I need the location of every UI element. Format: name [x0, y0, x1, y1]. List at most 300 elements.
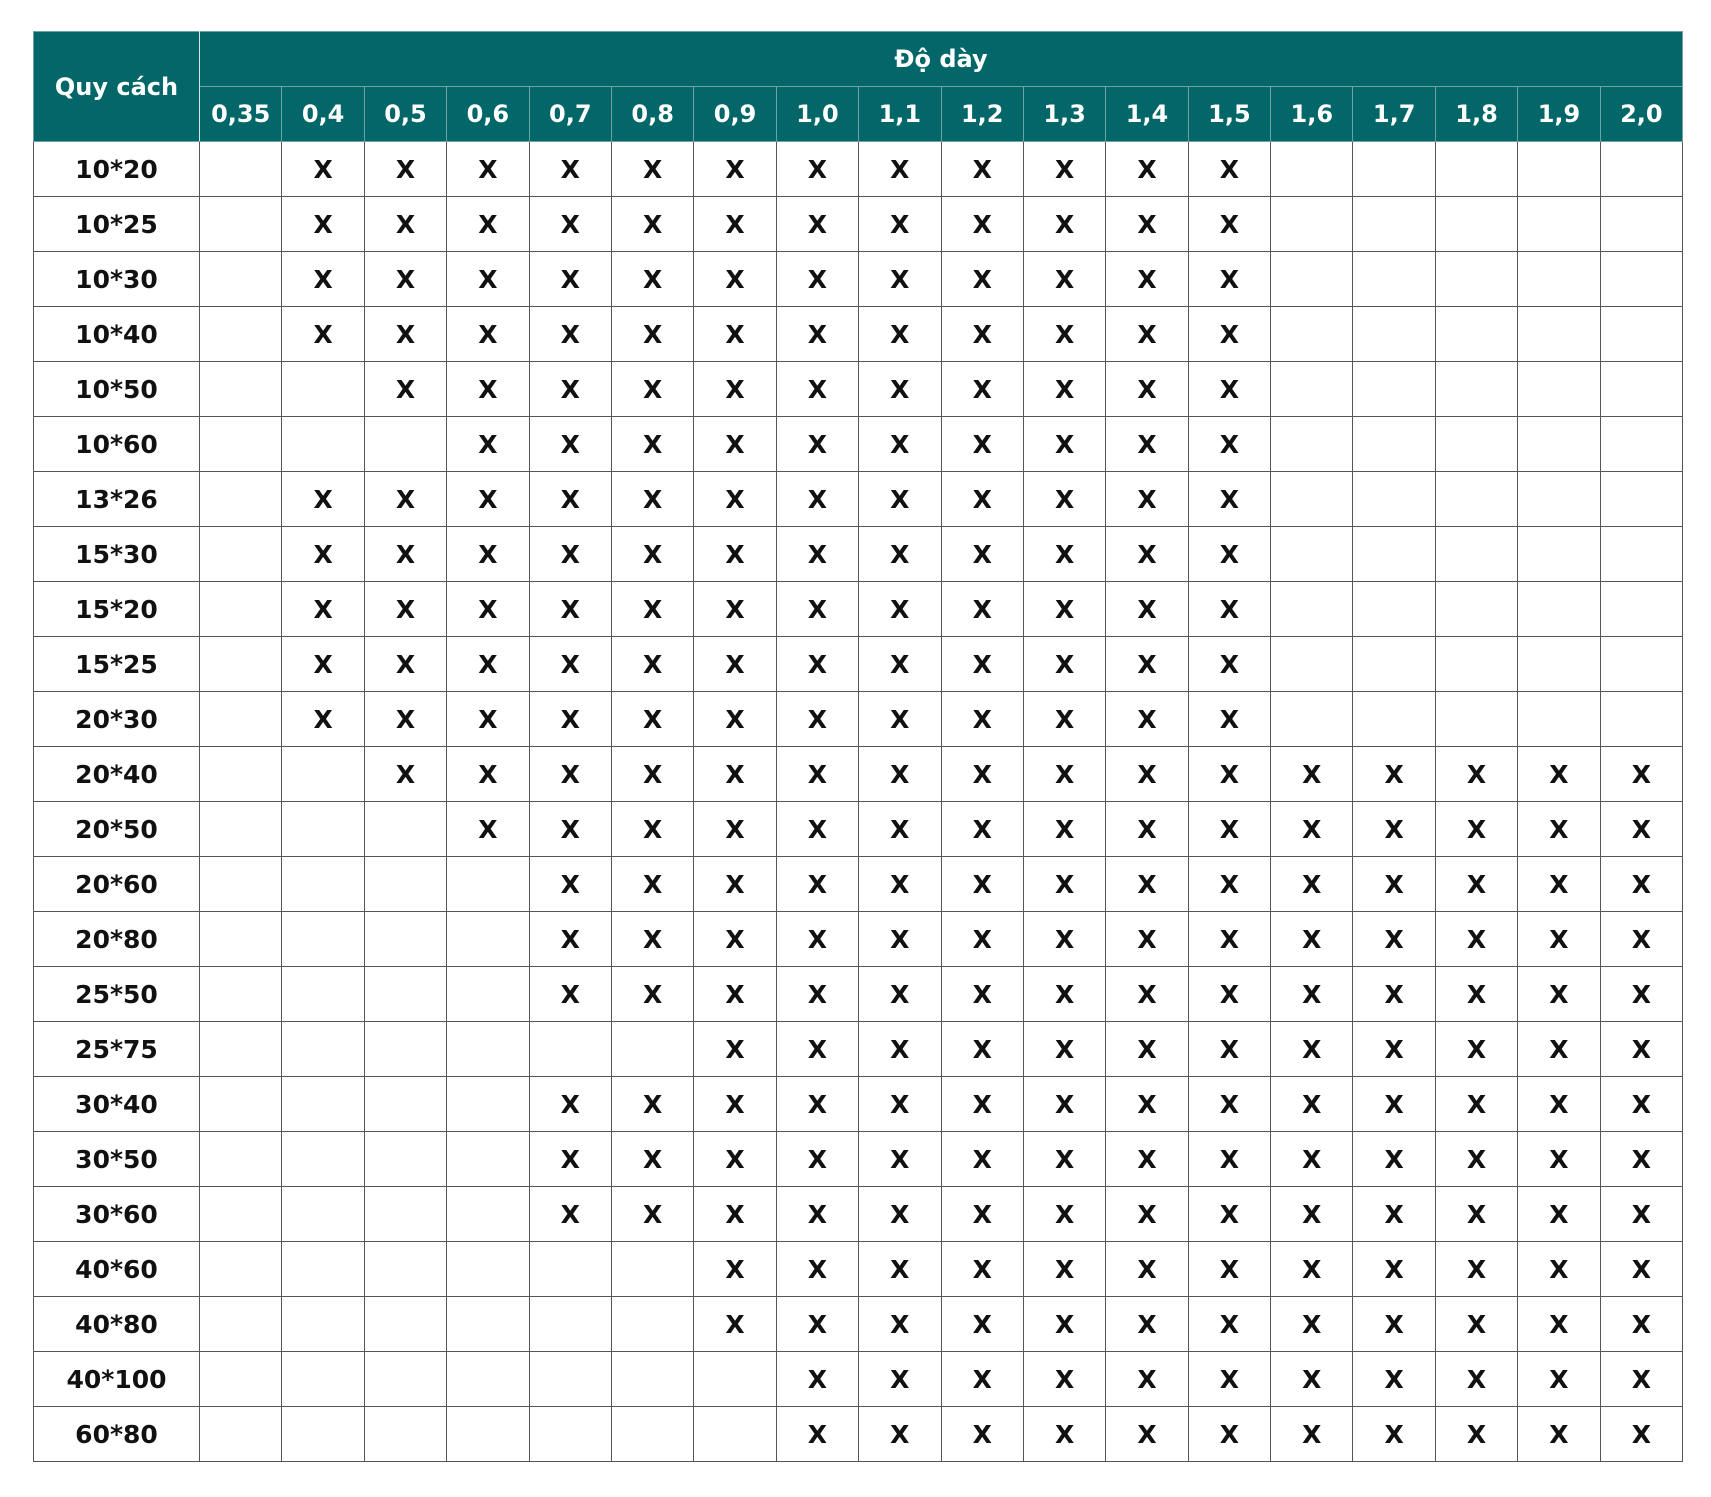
availability-mark-cell: X	[447, 527, 529, 582]
availability-mark-cell: X	[1353, 747, 1435, 802]
availability-mark-cell: X	[776, 857, 858, 912]
empty-cell	[1600, 362, 1682, 417]
empty-cell	[1353, 582, 1435, 637]
empty-cell	[529, 1022, 611, 1077]
empty-cell	[1353, 197, 1435, 252]
empty-cell	[364, 802, 446, 857]
availability-mark-cell: X	[694, 527, 776, 582]
availability-mark-cell: X	[1023, 362, 1105, 417]
availability-mark-cell: X	[529, 692, 611, 747]
empty-cell	[200, 1187, 282, 1242]
thickness-header-cell: 1,5	[1188, 87, 1270, 142]
spec-cell: 25*75	[34, 1022, 200, 1077]
availability-mark-cell: X	[859, 692, 941, 747]
spec-cell: 20*30	[34, 692, 200, 747]
availability-mark-cell: X	[941, 417, 1023, 472]
table-row	[34, 197, 1683, 252]
table-row	[34, 692, 1683, 747]
header-row-top	[34, 32, 1683, 87]
empty-cell	[200, 1132, 282, 1187]
thickness-header-cell: 0,8	[611, 87, 693, 142]
availability-mark-cell: X	[1188, 252, 1270, 307]
availability-mark-cell: X	[1435, 802, 1517, 857]
availability-mark-cell: X	[776, 692, 858, 747]
availability-mark-cell: X	[447, 252, 529, 307]
availability-mark-cell: X	[1023, 252, 1105, 307]
availability-mark-cell: X	[529, 307, 611, 362]
availability-mark-cell: X	[694, 142, 776, 197]
empty-cell	[1353, 472, 1435, 527]
availability-mark-cell: X	[1518, 1407, 1600, 1462]
spec-cell: 40*60	[34, 1242, 200, 1297]
empty-cell	[447, 1132, 529, 1187]
empty-cell	[1518, 472, 1600, 527]
empty-cell	[364, 1352, 446, 1407]
availability-mark-cell: X	[859, 142, 941, 197]
empty-cell	[282, 1242, 364, 1297]
availability-mark-cell: X	[776, 637, 858, 692]
availability-mark-cell: X	[1435, 1242, 1517, 1297]
table-row	[34, 142, 1683, 197]
availability-mark-cell: X	[529, 1132, 611, 1187]
empty-cell	[1435, 472, 1517, 527]
empty-cell	[1353, 692, 1435, 747]
availability-mark-cell: X	[282, 472, 364, 527]
availability-mark-cell: X	[282, 307, 364, 362]
spec-cell: 20*80	[34, 912, 200, 967]
empty-cell	[200, 692, 282, 747]
availability-mark-cell: X	[611, 472, 693, 527]
availability-mark-cell: X	[776, 527, 858, 582]
availability-mark-cell: X	[1518, 1352, 1600, 1407]
empty-cell	[447, 1407, 529, 1462]
availability-mark-cell: X	[941, 582, 1023, 637]
empty-cell	[364, 857, 446, 912]
availability-mark-cell: X	[941, 142, 1023, 197]
availability-mark-cell: X	[1600, 802, 1682, 857]
availability-mark-cell: X	[1353, 1242, 1435, 1297]
empty-cell	[1518, 637, 1600, 692]
availability-mark-cell: X	[694, 252, 776, 307]
availability-mark-cell: X	[776, 252, 858, 307]
availability-mark-cell: X	[694, 967, 776, 1022]
availability-mark-cell: X	[1106, 637, 1188, 692]
availability-mark-cell: X	[447, 692, 529, 747]
empty-cell	[200, 252, 282, 307]
thickness-header-cell: 0,6	[447, 87, 529, 142]
availability-mark-cell: X	[529, 252, 611, 307]
availability-mark-cell: X	[1518, 912, 1600, 967]
availability-mark-cell: X	[1188, 1352, 1270, 1407]
thickness-header-cell: 2,0	[1600, 87, 1682, 142]
availability-mark-cell: X	[776, 912, 858, 967]
availability-mark-cell: X	[694, 1132, 776, 1187]
empty-cell	[282, 362, 364, 417]
availability-mark-cell: X	[282, 252, 364, 307]
availability-mark-cell: X	[611, 142, 693, 197]
availability-mark-cell: X	[859, 197, 941, 252]
availability-mark-cell: X	[1188, 1187, 1270, 1242]
availability-mark-cell: X	[447, 307, 529, 362]
availability-mark-cell: X	[941, 1187, 1023, 1242]
availability-mark-cell: X	[1188, 912, 1270, 967]
empty-cell	[1271, 692, 1353, 747]
availability-mark-cell: X	[1518, 1242, 1600, 1297]
availability-mark-cell: X	[1353, 1352, 1435, 1407]
availability-mark-cell: X	[941, 1077, 1023, 1132]
availability-mark-cell: X	[364, 472, 446, 527]
empty-cell	[364, 967, 446, 1022]
availability-mark-cell: X	[776, 747, 858, 802]
availability-mark-cell: X	[529, 1077, 611, 1132]
empty-cell	[1271, 637, 1353, 692]
availability-mark-cell: X	[1023, 637, 1105, 692]
empty-cell	[282, 1132, 364, 1187]
availability-mark-cell: X	[1271, 1022, 1353, 1077]
availability-mark-cell: X	[1600, 1132, 1682, 1187]
spec-cell: 40*100	[34, 1352, 200, 1407]
availability-mark-cell: X	[859, 252, 941, 307]
availability-mark-cell: X	[776, 1132, 858, 1187]
availability-mark-cell: X	[1106, 1187, 1188, 1242]
availability-mark-cell: X	[941, 747, 1023, 802]
availability-mark-cell: X	[364, 197, 446, 252]
availability-mark-cell: X	[1435, 1352, 1517, 1407]
empty-cell	[1353, 362, 1435, 417]
availability-mark-cell: X	[941, 1407, 1023, 1462]
availability-mark-cell: X	[1271, 1077, 1353, 1132]
availability-mark-cell: X	[1271, 1297, 1353, 1352]
thickness-header-cell: 1,3	[1023, 87, 1105, 142]
availability-mark-cell: X	[1023, 1352, 1105, 1407]
empty-cell	[1353, 527, 1435, 582]
availability-mark-cell: X	[859, 637, 941, 692]
availability-mark-cell: X	[447, 472, 529, 527]
thickness-header-cell: 0,5	[364, 87, 446, 142]
availability-mark-cell: X	[1188, 802, 1270, 857]
availability-mark-cell: X	[1023, 527, 1105, 582]
thickness-header-cell: 1,8	[1435, 87, 1517, 142]
availability-mark-cell: X	[694, 637, 776, 692]
availability-mark-cell: X	[694, 1242, 776, 1297]
spec-cell: 10*60	[34, 417, 200, 472]
availability-mark-cell: X	[1106, 197, 1188, 252]
empty-cell	[1600, 472, 1682, 527]
empty-cell	[200, 1022, 282, 1077]
availability-mark-cell: X	[611, 307, 693, 362]
empty-cell	[282, 417, 364, 472]
availability-mark-cell: X	[529, 1187, 611, 1242]
availability-mark-cell: X	[1271, 747, 1353, 802]
empty-cell	[1435, 142, 1517, 197]
empty-cell	[1600, 142, 1682, 197]
availability-mark-cell: X	[1518, 857, 1600, 912]
empty-cell	[1600, 582, 1682, 637]
availability-mark-cell: X	[859, 967, 941, 1022]
empty-cell	[611, 1407, 693, 1462]
empty-cell	[1518, 307, 1600, 362]
empty-cell	[282, 1077, 364, 1132]
availability-mark-cell: X	[282, 582, 364, 637]
empty-cell	[282, 967, 364, 1022]
availability-mark-cell: X	[1106, 967, 1188, 1022]
empty-cell	[1600, 252, 1682, 307]
availability-mark-cell: X	[1518, 1132, 1600, 1187]
empty-cell	[1435, 252, 1517, 307]
availability-mark-cell: X	[694, 802, 776, 857]
availability-mark-cell: X	[1188, 1022, 1270, 1077]
availability-mark-cell: X	[1353, 912, 1435, 967]
spec-cell: 60*80	[34, 1407, 200, 1462]
empty-cell	[200, 1077, 282, 1132]
availability-mark-cell: X	[694, 1077, 776, 1132]
availability-mark-cell: X	[1435, 1077, 1517, 1132]
availability-mark-cell: X	[1435, 1407, 1517, 1462]
empty-cell	[1435, 362, 1517, 417]
availability-mark-cell: X	[611, 692, 693, 747]
availability-mark-cell: X	[1518, 747, 1600, 802]
empty-cell	[200, 967, 282, 1022]
availability-mark-cell: X	[1353, 1022, 1435, 1077]
availability-mark-cell: X	[1353, 1407, 1435, 1462]
availability-mark-cell: X	[776, 1187, 858, 1242]
thickness-header-cell: 1,4	[1106, 87, 1188, 142]
table-row	[34, 1187, 1683, 1242]
availability-mark-cell: X	[1023, 1077, 1105, 1132]
empty-cell	[1271, 142, 1353, 197]
empty-cell	[282, 802, 364, 857]
availability-mark-cell: X	[364, 362, 446, 417]
empty-cell	[364, 1077, 446, 1132]
availability-mark-cell: X	[694, 857, 776, 912]
availability-mark-cell: X	[611, 582, 693, 637]
availability-mark-cell: X	[1106, 417, 1188, 472]
empty-cell	[1271, 417, 1353, 472]
availability-mark-cell: X	[529, 362, 611, 417]
availability-mark-cell: X	[1518, 1187, 1600, 1242]
availability-mark-cell: X	[1600, 1187, 1682, 1242]
availability-mark-cell: X	[529, 967, 611, 1022]
availability-mark-cell: X	[859, 1077, 941, 1132]
empty-cell	[200, 1352, 282, 1407]
availability-mark-cell: X	[611, 527, 693, 582]
availability-mark-cell: X	[1188, 472, 1270, 527]
availability-mark-cell: X	[364, 692, 446, 747]
thickness-header-cell: 0,9	[694, 87, 776, 142]
availability-mark-cell: X	[1188, 637, 1270, 692]
empty-cell	[529, 1297, 611, 1352]
availability-mark-cell: X	[941, 1242, 1023, 1297]
availability-mark-cell: X	[941, 1352, 1023, 1407]
table-body	[34, 142, 1683, 1462]
availability-mark-cell: X	[282, 692, 364, 747]
availability-mark-cell: X	[1188, 1242, 1270, 1297]
availability-mark-cell: X	[364, 527, 446, 582]
availability-mark-cell: X	[1023, 967, 1105, 1022]
availability-mark-cell: X	[941, 197, 1023, 252]
empty-cell	[1600, 527, 1682, 582]
availability-mark-cell: X	[859, 1132, 941, 1187]
table-row	[34, 637, 1683, 692]
empty-cell	[1353, 142, 1435, 197]
availability-mark-cell: X	[1271, 857, 1353, 912]
empty-cell	[447, 1242, 529, 1297]
empty-cell	[200, 362, 282, 417]
availability-mark-cell: X	[1600, 912, 1682, 967]
availability-mark-cell: X	[1023, 417, 1105, 472]
availability-mark-cell: X	[1271, 1407, 1353, 1462]
availability-mark-cell: X	[529, 747, 611, 802]
empty-cell	[364, 1407, 446, 1462]
spec-cell: 10*20	[34, 142, 200, 197]
availability-mark-cell: X	[611, 197, 693, 252]
empty-cell	[447, 1022, 529, 1077]
empty-cell	[364, 417, 446, 472]
table-row	[34, 582, 1683, 637]
table-row	[34, 1022, 1683, 1077]
empty-cell	[694, 1352, 776, 1407]
availability-mark-cell: X	[529, 527, 611, 582]
empty-cell	[1518, 142, 1600, 197]
empty-cell	[1271, 197, 1353, 252]
empty-cell	[611, 1242, 693, 1297]
empty-cell	[1518, 527, 1600, 582]
availability-mark-cell: X	[1023, 692, 1105, 747]
empty-cell	[1435, 307, 1517, 362]
table-row	[34, 527, 1683, 582]
empty-cell	[1600, 307, 1682, 362]
empty-cell	[200, 1242, 282, 1297]
availability-mark-cell: X	[1023, 472, 1105, 527]
availability-mark-cell: X	[776, 1297, 858, 1352]
availability-mark-cell: X	[1106, 1077, 1188, 1132]
empty-cell	[1435, 417, 1517, 472]
thickness-header-cell: 1,9	[1518, 87, 1600, 142]
availability-mark-cell: X	[694, 1022, 776, 1077]
spec-cell: 10*25	[34, 197, 200, 252]
availability-mark-cell: X	[1600, 1352, 1682, 1407]
availability-mark-cell: X	[1106, 362, 1188, 417]
table-row	[34, 1297, 1683, 1352]
availability-mark-cell: X	[1188, 747, 1270, 802]
header-row-thickness	[34, 87, 1683, 142]
availability-mark-cell: X	[1600, 1297, 1682, 1352]
availability-mark-cell: X	[1271, 1187, 1353, 1242]
availability-mark-cell: X	[364, 307, 446, 362]
availability-mark-cell: X	[776, 1352, 858, 1407]
spec-cell: 20*50	[34, 802, 200, 857]
availability-mark-cell: X	[694, 912, 776, 967]
empty-cell	[447, 1297, 529, 1352]
availability-mark-cell: X	[694, 472, 776, 527]
availability-mark-cell: X	[447, 747, 529, 802]
availability-mark-cell: X	[1023, 1407, 1105, 1462]
empty-cell	[200, 472, 282, 527]
availability-mark-cell: X	[1106, 692, 1188, 747]
availability-mark-cell: X	[1106, 307, 1188, 362]
availability-mark-cell: X	[1023, 1297, 1105, 1352]
availability-mark-cell: X	[1188, 1297, 1270, 1352]
empty-cell	[611, 1022, 693, 1077]
availability-mark-cell: X	[694, 747, 776, 802]
spec-cell: 15*20	[34, 582, 200, 637]
availability-mark-cell: X	[694, 1297, 776, 1352]
availability-mark-cell: X	[776, 967, 858, 1022]
table-row	[34, 1242, 1683, 1297]
availability-mark-cell: X	[1106, 142, 1188, 197]
empty-cell	[1353, 637, 1435, 692]
availability-mark-cell: X	[1353, 802, 1435, 857]
availability-mark-cell: X	[611, 912, 693, 967]
availability-mark-cell: X	[1188, 527, 1270, 582]
empty-cell	[200, 417, 282, 472]
availability-mark-cell: X	[529, 582, 611, 637]
table-header	[34, 32, 1683, 142]
availability-mark-cell: X	[529, 417, 611, 472]
thickness-group-header: Độ dày	[200, 32, 1683, 87]
availability-mark-cell: X	[611, 637, 693, 692]
availability-mark-cell: X	[1023, 197, 1105, 252]
availability-mark-cell: X	[859, 802, 941, 857]
availability-mark-cell: X	[529, 637, 611, 692]
thickness-header-cell: 1,6	[1271, 87, 1353, 142]
spec-cell: 25*50	[34, 967, 200, 1022]
empty-cell	[1600, 197, 1682, 252]
availability-mark-cell: X	[859, 1242, 941, 1297]
availability-mark-cell: X	[364, 142, 446, 197]
table-row	[34, 252, 1683, 307]
availability-mark-cell: X	[941, 362, 1023, 417]
table-row	[34, 912, 1683, 967]
availability-mark-cell: X	[1106, 527, 1188, 582]
empty-cell	[1600, 692, 1682, 747]
empty-cell	[200, 197, 282, 252]
table-row	[34, 417, 1683, 472]
empty-cell	[1518, 417, 1600, 472]
availability-mark-cell: X	[364, 637, 446, 692]
table-row	[34, 802, 1683, 857]
availability-mark-cell: X	[364, 582, 446, 637]
availability-mark-cell: X	[1435, 857, 1517, 912]
spec-cell: 15*30	[34, 527, 200, 582]
availability-mark-cell: X	[941, 527, 1023, 582]
spec-cell: 20*60	[34, 857, 200, 912]
empty-cell	[364, 1242, 446, 1297]
availability-mark-cell: X	[1435, 967, 1517, 1022]
availability-mark-cell: X	[776, 417, 858, 472]
availability-mark-cell: X	[694, 362, 776, 417]
availability-mark-cell: X	[1518, 967, 1600, 1022]
empty-cell	[282, 1352, 364, 1407]
availability-mark-cell: X	[1353, 967, 1435, 1022]
availability-mark-cell: X	[859, 527, 941, 582]
availability-mark-cell: X	[447, 637, 529, 692]
empty-cell	[611, 1297, 693, 1352]
availability-mark-cell: X	[447, 142, 529, 197]
spec-cell: 15*25	[34, 637, 200, 692]
availability-mark-cell: X	[941, 967, 1023, 1022]
availability-mark-cell: X	[529, 142, 611, 197]
availability-mark-cell: X	[776, 1242, 858, 1297]
spec-cell: 10*40	[34, 307, 200, 362]
availability-mark-cell: X	[1023, 857, 1105, 912]
availability-mark-cell: X	[1435, 1297, 1517, 1352]
spec-cell: 30*40	[34, 1077, 200, 1132]
availability-mark-cell: X	[364, 252, 446, 307]
availability-mark-cell: X	[941, 637, 1023, 692]
availability-mark-cell: X	[1435, 1022, 1517, 1077]
availability-mark-cell: X	[1106, 747, 1188, 802]
